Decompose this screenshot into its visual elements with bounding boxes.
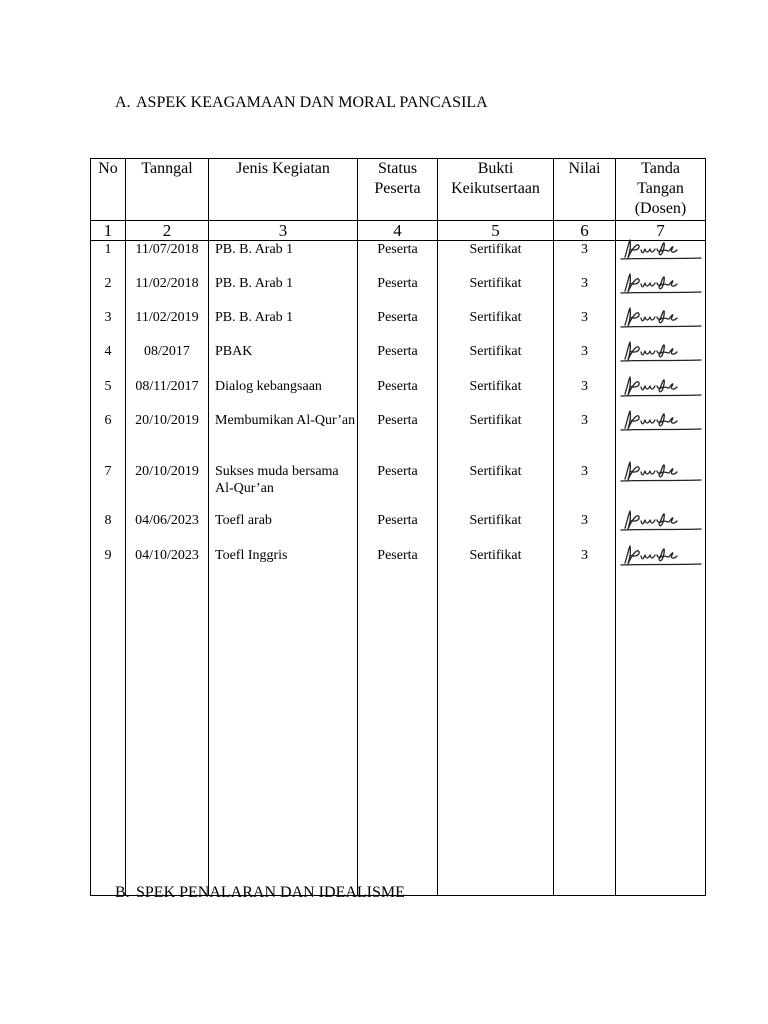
cell-proof: Sertifikat [438,343,554,378]
column-number: 7 [616,221,706,241]
cell-status: Peserta [358,412,438,463]
signature-icon [619,508,703,534]
cell-status: Peserta [358,241,438,275]
table-body [91,241,706,896]
signature-icon [619,459,703,485]
cell-signature [616,512,706,547]
cell-no: 2 [91,275,126,309]
table-row [91,309,706,343]
empty-cell [438,581,554,896]
column-number: 3 [209,221,358,241]
column-number: 1 [91,221,126,241]
table-row [91,378,706,412]
cell-activity: PBAK [209,343,358,378]
cell-date: 04/06/2023 [126,512,209,547]
cell-proof: Sertifikat [438,275,554,309]
table-row [91,412,706,463]
cell-signature [616,309,706,343]
activity-table [90,158,706,896]
cell-proof: Sertifikat [438,512,554,547]
cell-activity: Membumikan Al-Qur’an [209,412,358,463]
signature-icon [619,271,703,297]
signature-icon [619,305,703,331]
cell-no: 9 [91,547,126,581]
cell-signature [616,241,706,275]
cell-date: 20/10/2019 [126,412,209,463]
cell-proof: Sertifikat [438,378,554,412]
cell-activity: Dialog kebangsaan [209,378,358,412]
column-number: 2 [126,221,209,241]
cell-date: 11/02/2019 [126,309,209,343]
cell-date: 11/02/2018 [126,275,209,309]
cell-date: 11/07/2018 [126,241,209,275]
cell-activity: Toefl Inggris [209,547,358,581]
header-score: Nilai [554,159,616,221]
cell-score: 3 [554,463,616,512]
table-row [91,343,706,378]
cell-activity: PB. B. Arab 1 [209,275,358,309]
cell-no: 5 [91,378,126,412]
empty-cell [358,581,438,896]
empty-cell [91,581,126,896]
section-b-heading [115,884,405,902]
column-number-row [91,221,706,241]
header-no: No [91,159,126,221]
cell-status: Peserta [358,343,438,378]
cell-status: Peserta [358,275,438,309]
cell-no: 3 [91,309,126,343]
cell-score: 3 [554,512,616,547]
cell-score: 3 [554,378,616,412]
cell-no: 7 [91,463,126,512]
cell-score: 3 [554,241,616,275]
cell-proof: Sertifikat [438,412,554,463]
cell-no: 1 [91,241,126,275]
signature-icon [619,339,703,365]
column-number: 6 [554,221,616,241]
cell-status: Peserta [358,512,438,547]
cell-no: 4 [91,343,126,378]
cell-signature [616,463,706,512]
header-signature-line2: Tangan [637,180,684,197]
header-signature [616,159,706,221]
cell-proof: Sertifikat [438,241,554,275]
header-proof-line1: Bukti [477,160,514,177]
column-number: 5 [438,221,554,241]
cell-score: 3 [554,412,616,463]
cell-proof: Sertifikat [438,463,554,512]
empty-cell [554,581,616,896]
header-status-line1: Status [377,160,418,177]
cell-date: 08/11/2017 [126,378,209,412]
cell-proof: Sertifikat [438,547,554,581]
header-status [358,159,438,221]
header-activity: Jenis Kegiatan [209,159,358,221]
signature-icon [619,374,703,400]
header-signature-line3: (Dosen) [634,200,687,217]
cell-score: 3 [554,275,616,309]
cell-proof: Sertifikat [438,309,554,343]
cell-date: 20/10/2019 [126,463,209,512]
table-row [91,547,706,581]
cell-score: 3 [554,343,616,378]
table-row [91,463,706,512]
header-proof-line2: Keikutsertaan [451,180,540,197]
cell-signature [616,547,706,581]
cell-status: Peserta [358,309,438,343]
cell-no: 8 [91,512,126,547]
section-a-number: A. [115,94,131,111]
cell-score: 3 [554,309,616,343]
cell-date: 08/2017 [126,343,209,378]
header-status-line2: Peserta [374,180,421,197]
signature-icon [619,237,703,263]
cell-activity: Toefl arab [209,512,358,547]
cell-activity: PB. B. Arab 1 [209,309,358,343]
cell-status: Peserta [358,547,438,581]
section-b-number: B. [115,884,130,901]
cell-status: Peserta [358,463,438,512]
column-number: 4 [358,221,438,241]
signature-icon [619,408,703,434]
signature-icon [619,543,703,569]
section-b-title: SPEK PENALARAN DAN IDEALISME [136,884,405,901]
table-row [91,241,706,275]
cell-status: Peserta [358,378,438,412]
cell-activity: PB. B. Arab 1 [209,241,358,275]
cell-date: 04/10/2023 [126,547,209,581]
cell-signature [616,378,706,412]
cell-no: 6 [91,412,126,463]
empty-cell [616,581,706,896]
empty-filler-row [91,581,706,896]
cell-signature [616,343,706,378]
header-row [91,159,706,221]
header-date: Tanngal [126,159,209,221]
empty-cell [209,581,358,896]
empty-cell [126,581,209,896]
header-signature-line1: Tanda [641,160,680,177]
header-proof [438,159,554,221]
section-a-title: ASPEK KEAGAMAAN DAN MORAL PANCASILA [136,94,488,111]
cell-signature [616,275,706,309]
table-row [91,512,706,547]
section-a-heading [115,94,488,112]
cell-score: 3 [554,547,616,581]
cell-signature [616,412,706,463]
cell-activity: Sukses muda bersama Al-Qur’an [209,463,358,512]
table-row [91,275,706,309]
